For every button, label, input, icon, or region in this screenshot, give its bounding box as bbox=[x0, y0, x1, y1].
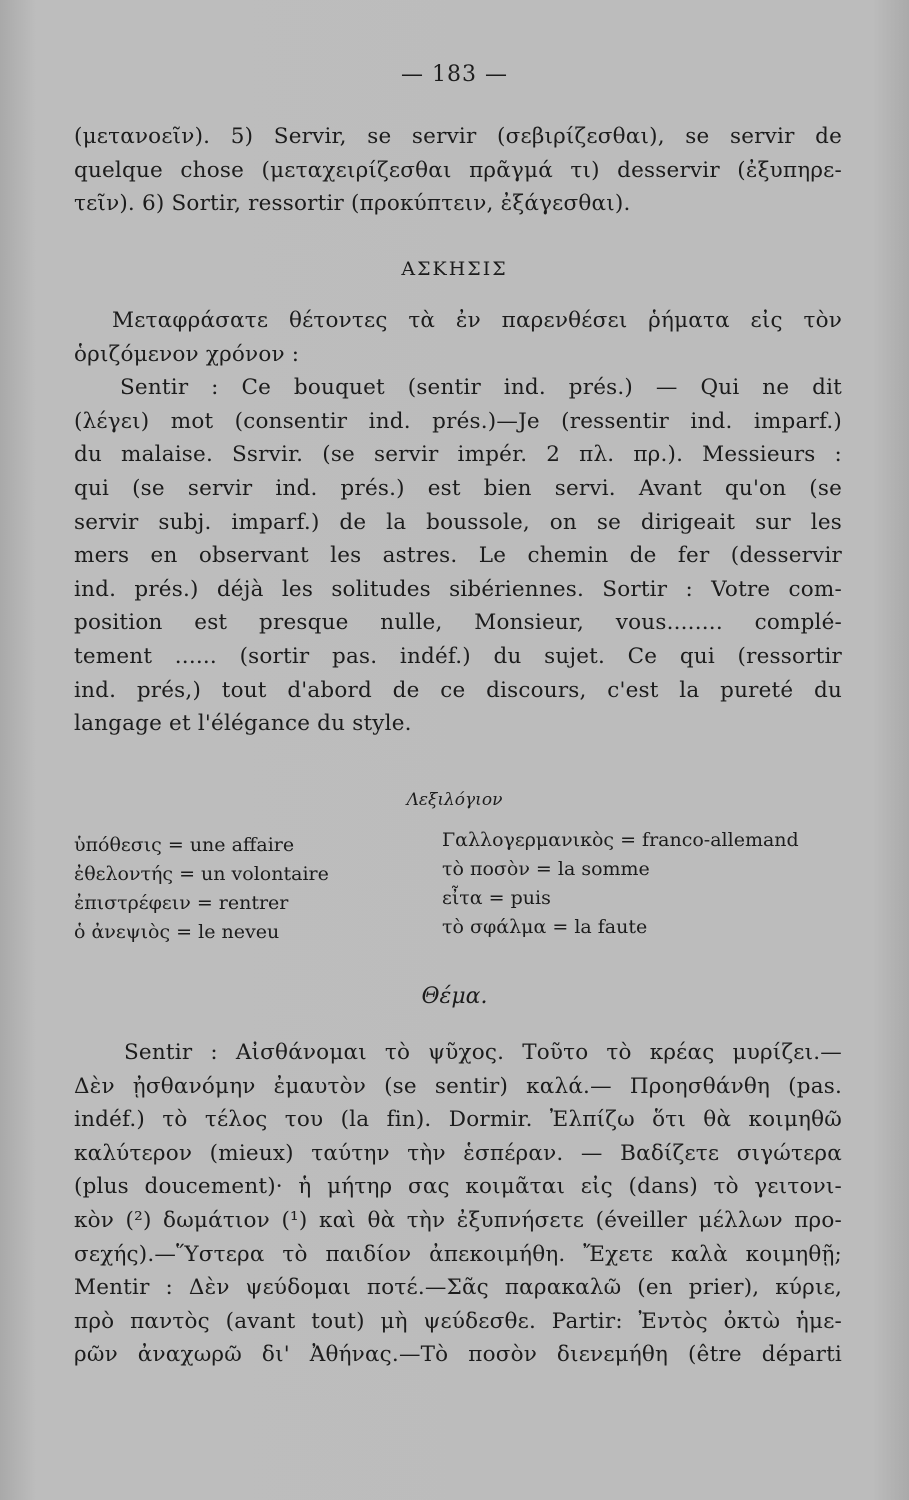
text-line: Δὲν ᾐσθανόμην ἐμαυτὸν (se sentir) καλά.— Προησθάνθη (pas. bbox=[74, 1073, 842, 1099]
askisis-paragraph bbox=[74, 304, 842, 741]
thema-heading: Θέμα. bbox=[421, 984, 488, 1009]
text-line: ρῶν ἀναχωρῶ δι' Ἀθήνας.—Τὸ ποσὸν διενεμήθη (être départi bbox=[74, 1342, 842, 1368]
text-line: σεχής).—Ὕστερα τὸ παιδίον ἀπεκοιμήθη. Ἔχετε καλὰ κοιμηθῇ; bbox=[74, 1241, 842, 1267]
text-line: Sentir : Αἰσθάνομαι τὸ ψῦχος. Τοῦτο τὸ κρέας μυρίζει.— bbox=[124, 1040, 842, 1065]
thema-paragraph bbox=[74, 1036, 842, 1372]
askisis-heading: ΑΣΚΗΣΙΣ bbox=[401, 258, 508, 280]
text-line: Mentir : Δὲν ψεύδομαι ποτέ.—Σᾶς παρακαλῶ (en prier), κύριε, bbox=[74, 1275, 842, 1301]
text-line: πρὸ παντὸς (avant tout) μὴ ψεύδεσθε. Partir: Ἐντὸς ὀκτὼ ἡμε- bbox=[74, 1308, 842, 1334]
text-line: qui (se servir ind. prés.) est bien servi. Avant qu'on (se bbox=[74, 475, 842, 501]
text-line: ind. prés.) déjà les solitudes sibériennes. Sortir : Votre com- bbox=[74, 576, 842, 602]
text-line: position est presque nulle, Monsieur, vous........ complé- bbox=[74, 610, 842, 636]
text-line: (μετανοεῖν). 5) Servir, se servir (σεβιρίζεσθαι), se servir de bbox=[74, 124, 842, 149]
vocab-right-column bbox=[442, 826, 799, 942]
vocab-entry: τὸ ποσὸν = la somme bbox=[442, 858, 650, 880]
text-line: καλύτερον (mieux) ταύτην τὴν ἑσπέραν. — Βαδίζετε σιγώτερα bbox=[74, 1140, 842, 1166]
text-line: (plus doucement)· ἡ μήτηρ σας κοιμᾶται εἰς (dans) τὸ γειτονι- bbox=[74, 1174, 842, 1200]
text-line: (λέγει) mot (consentir ind. prés.)—Je (ressentir ind. imparf.) bbox=[74, 408, 842, 434]
text-line: tement ...... (sortir pas. indéf.) du sujet. Ce qui (ressortir bbox=[74, 643, 842, 669]
text-line: Μεταφράσατε θέτοντες τὰ ἐν παρενθέσει ῥήματα εἰς τὸν bbox=[112, 308, 842, 333]
text-line: τεῖν). 6) Sortir, ressortir (προκύπτειν, ἐξάγεσθαι). bbox=[74, 191, 631, 217]
text-line: quelque chose (μεταχειρίζεσθαι πρᾶγμά τι) desservir (ἐξυπηρε- bbox=[74, 157, 842, 183]
intro-paragraph bbox=[74, 120, 842, 221]
text-line: mers en observant les astres. Le chemin de fer (desservir bbox=[74, 543, 842, 569]
text-line: κὸν (²) δωμάτιον (¹) καὶ θὰ τὴν ἐξυπνήσετε (éveiller μέλλων προ- bbox=[74, 1207, 842, 1233]
vocab-entry: ἐπιστρέφειν = rentrer bbox=[74, 892, 289, 914]
vocab-entry: τὸ σφάλμα = la faute bbox=[442, 916, 648, 938]
vocab-entry: Γαλλογερμανικὸς = franco-allemand bbox=[442, 829, 799, 851]
text-line: ὁριζόμενον χρόνον : bbox=[74, 341, 300, 367]
text-line: ind. prés,) tout d'abord de ce discours, c'est la pureté du bbox=[74, 677, 842, 703]
vocab-entry: εἶτα = puis bbox=[442, 887, 551, 909]
page-number: — 183 — bbox=[401, 62, 508, 87]
vocab-entry: ὁ ἀνεψιὸς = le neveu bbox=[74, 921, 280, 943]
text-line: du malaise. Ssrvir. (se servir impér. 2 πλ. πρ.). Messieurs : bbox=[74, 442, 842, 468]
vocab-entry: ὑπόθεσις = une affaire bbox=[74, 834, 295, 856]
lexilogion-heading: Λεξιλόγιον bbox=[406, 790, 503, 810]
text-line: Sentir : Ce bouquet (sentir ind. prés.) — Qui ne dit bbox=[120, 375, 842, 401]
vocab-entry: ἐθελοντής = un volontaire bbox=[74, 863, 329, 885]
text-line: langage et l'élégance du style. bbox=[74, 711, 412, 737]
text-line: indéf.) τὸ τέλος του (la fin). Dormir. Ἐλπίζω ὅτι θὰ κοιμηθῶ bbox=[74, 1107, 842, 1133]
vocab-left-column bbox=[74, 831, 329, 947]
text-line: servir subj. imparf.) de la boussole, on se dirigeait sur les bbox=[74, 509, 842, 535]
